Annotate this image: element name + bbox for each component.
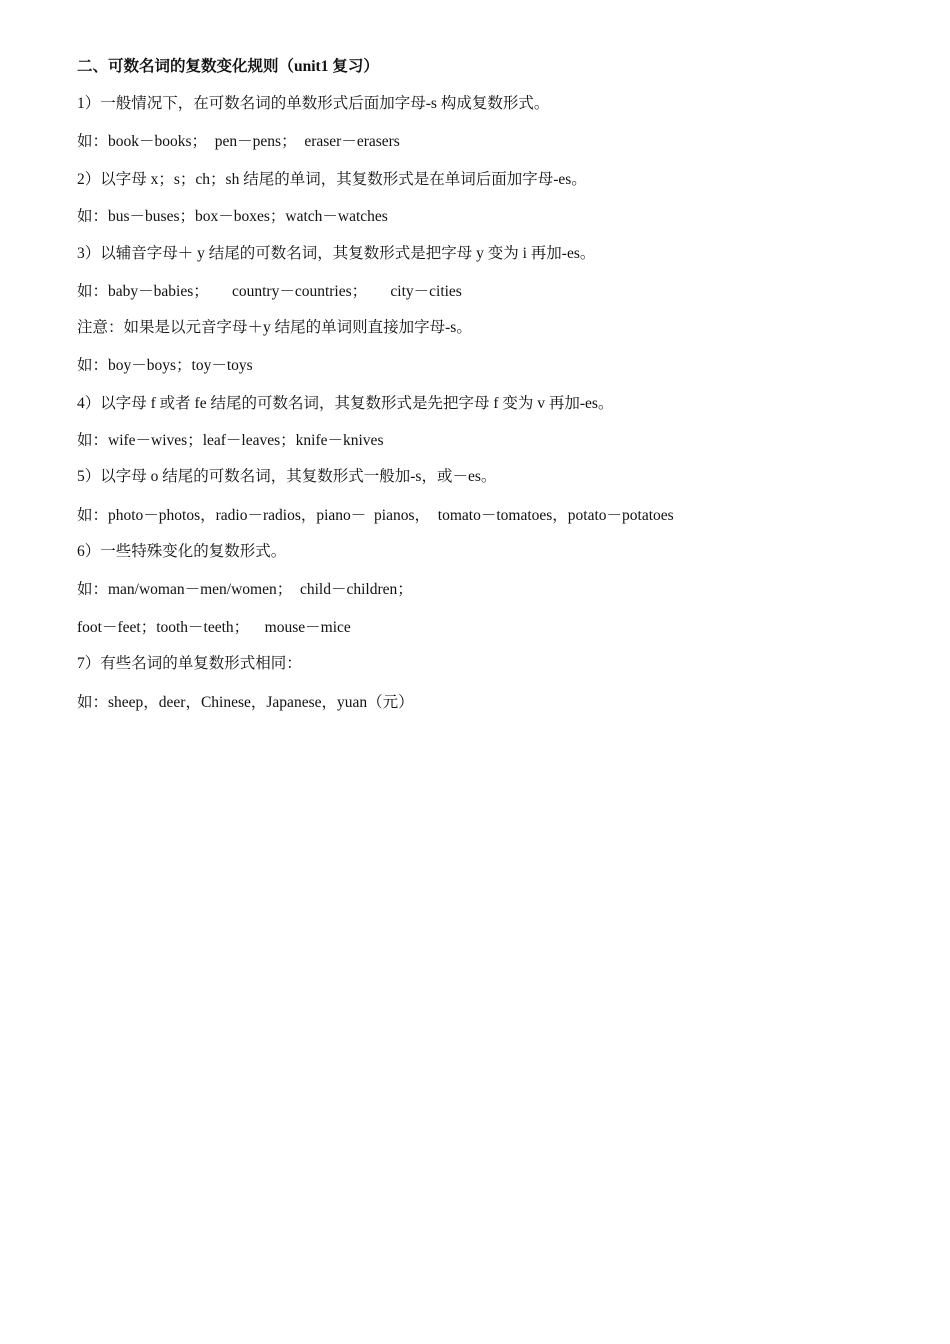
example-3b: 如：boy－boys；toy－toys [77, 357, 253, 374]
example-2: 如：bus－buses；box－boxes；watch－watches [77, 208, 388, 225]
rule-1: 1）一般情况下，在可数名词的单数形式后面加字母-s 构成复数形式。 [77, 95, 550, 112]
rule-4: 4）以字母 f 或者 fe 结尾的可数名词，其复数形式是先把字母 f 变为 v 再加-es。 [77, 395, 614, 412]
note-3: 注意：如果是以元音字母＋y 结尾的单词则直接加字母-s。 [77, 319, 472, 336]
example-1: 如：book－books； pen－pens； eraser－erasers [77, 133, 400, 150]
example-6: 如：man/woman－men/women； child－children； [77, 581, 413, 598]
example-4: 如：wife－wives；leaf－leaves；knife－knives [77, 432, 384, 449]
section-title: 二、可数名词的复数变化规则（unit1 复习） [77, 58, 379, 75]
example-5: 如：photo－photos，radio－radios，piano－ pianos， tomato－tomatoes，potato－potatoes [77, 507, 674, 524]
rule-6: 6）一些特殊变化的复数形式。 [77, 543, 287, 560]
rule-5: 5）以字母 o 结尾的可数名词，其复数形式一般加-s，或－es。 [77, 468, 497, 485]
rule-7: 7）有些名词的单复数形式相同： [77, 655, 302, 672]
example-3: 如：baby－babies； country－countries； city－cities [77, 283, 462, 300]
rule-3: 3）以辅音字母＋ y 结尾的可数名词，其复数形式是把字母 y 变为 i 再加-es。 [77, 245, 596, 262]
rule-2: 2）以字母 x；s；ch；sh 结尾的单词，其复数形式是在单词后面加字母-es。 [77, 171, 587, 188]
example-7: 如：sheep，deer，Chinese，Japanese，yuan（元） [77, 694, 414, 711]
example-6b: foot－feet；tooth－teeth； mouse－mice [77, 619, 351, 636]
